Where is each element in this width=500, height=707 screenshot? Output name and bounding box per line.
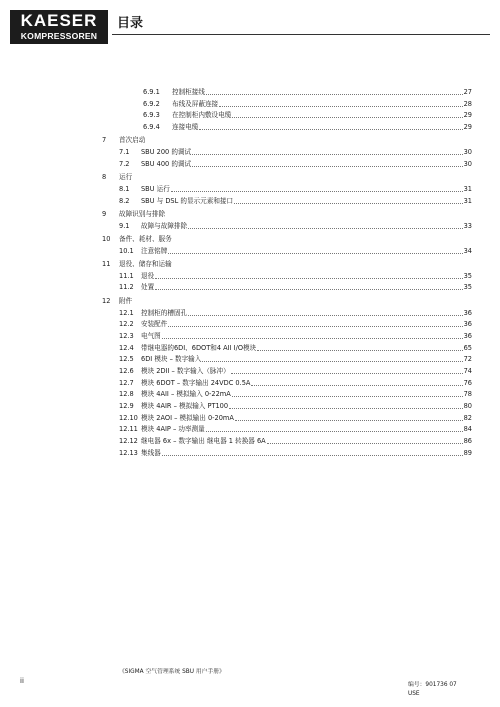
toc-entry-title: 安装配件: [141, 320, 168, 329]
toc-number: 7.1: [119, 148, 130, 157]
toc-entry[interactable]: [0, 282, 500, 294]
toc-entry[interactable]: [0, 319, 500, 331]
toc-number: 11: [102, 260, 111, 269]
dot-leader: [168, 246, 462, 254]
dot-leader: [257, 343, 462, 351]
toc-number: 6.9.4: [143, 123, 160, 132]
toc-page-number: 86: [463, 437, 472, 446]
dot-leader: [229, 401, 463, 409]
dot-leader: [251, 378, 462, 386]
page-number: ii: [20, 677, 24, 685]
toc-entry-title: SBU 与 DSL 的显示元素和接口: [141, 196, 234, 205]
toc-entry-title: 处置: [141, 283, 155, 292]
toc-page-number: 29: [463, 111, 472, 120]
toc-number: 12.2: [119, 320, 134, 329]
dot-leader: [162, 331, 463, 339]
toc-entry[interactable]: [0, 184, 500, 196]
toc-entry[interactable]: [0, 308, 500, 320]
toc-number: 10.1: [119, 246, 134, 255]
table-of-contents: [0, 87, 500, 459]
toc-chapter-title: 故障识别与排除: [119, 209, 166, 218]
toc-chapter[interactable]: [0, 172, 500, 184]
toc-chapter[interactable]: [0, 234, 500, 246]
kaeser-logo: [10, 10, 108, 44]
toc-chapter[interactable]: [0, 135, 500, 147]
toc-number: 12.9: [119, 402, 134, 410]
toc-entry[interactable]: [0, 401, 500, 413]
toc-entry-title: 模块 4AIR – 模拟输入 PT100: [141, 402, 229, 410]
toc-chapter-title: 运行: [119, 173, 133, 182]
dot-leader: [202, 354, 462, 362]
toc-page-number: 65: [463, 343, 472, 352]
toc-entry[interactable]: [0, 343, 500, 355]
toc-entry-title: SBU 400 的调试: [141, 159, 192, 168]
toc-number: 7.2: [119, 159, 130, 168]
toc-page-number: 35: [463, 271, 472, 280]
toc-entry[interactable]: [0, 110, 500, 122]
toc-page-number: 78: [463, 390, 472, 399]
toc-entry[interactable]: [0, 448, 500, 460]
dot-leader: [168, 319, 462, 327]
toc-page-number: 33: [463, 221, 472, 230]
toc-entry[interactable]: [0, 99, 500, 111]
logo-line2: KOMPRESSOREN: [20, 31, 98, 41]
toc-chapter[interactable]: [0, 296, 500, 308]
toc-number: 12.7: [119, 378, 134, 387]
dot-leader: [206, 424, 463, 432]
dot-leader: [192, 147, 463, 155]
header-rule: [112, 34, 490, 35]
dot-leader: [188, 221, 462, 229]
toc-number: 11.2: [119, 283, 134, 292]
toc-entry[interactable]: [0, 271, 500, 283]
toc-number: 12.1: [119, 308, 134, 317]
toc-page-number: 72: [463, 355, 472, 364]
dot-leader: [192, 159, 463, 167]
toc-number: 12.3: [119, 331, 134, 340]
toc-number: 10: [102, 235, 111, 243]
toc-entry-title: 模块 6DOT – 数字输出 24VDC 0.5A: [141, 378, 251, 387]
toc-entry-title: 集线器: [141, 448, 161, 457]
toc-entry-title: 模块 2DII – 数字输入（脉冲）: [141, 366, 230, 375]
toc-page-number: 34: [463, 246, 472, 255]
toc-page-number: 29: [463, 123, 472, 132]
dot-leader: [232, 110, 462, 118]
toc-page-number: 84: [463, 425, 472, 434]
toc-chapter[interactable]: [0, 259, 500, 271]
document-number: 编号：901736 07: [408, 682, 457, 688]
toc-number: 12.4: [119, 343, 134, 352]
toc-page-number: 28: [463, 99, 472, 108]
dot-leader: [232, 389, 463, 397]
dot-leader: [235, 413, 463, 421]
dot-leader: [162, 448, 463, 456]
dot-leader: [267, 436, 463, 444]
toc-number: 8.2: [119, 196, 130, 205]
toc-number: 12.6: [119, 366, 134, 375]
dot-leader: [171, 184, 463, 192]
toc-chapter[interactable]: [0, 209, 500, 221]
toc-entry-title: 模块 2AOI – 模拟输出 0-20mA: [141, 413, 234, 422]
toc-number: 12.8: [119, 390, 134, 399]
toc-page-number: 76: [463, 378, 472, 387]
toc-entry[interactable]: [0, 331, 500, 343]
region-code: USE: [408, 691, 420, 697]
toc-entry-title: 故障与故障排除: [141, 221, 188, 230]
toc-page-number: 74: [463, 366, 472, 375]
toc-page-number: 27: [463, 88, 472, 96]
toc-entry-title: SBU 200 的调试: [141, 148, 192, 157]
toc-entry-title: 电气图: [141, 331, 161, 340]
toc-entry-title: 继电器 6x – 数字输出 继电器 1 转换器 6A: [141, 437, 266, 446]
dot-leader: [155, 271, 462, 279]
logo-line1: KAESER: [20, 11, 98, 30]
toc-entry-title: 控制柜的槽固孔: [141, 308, 188, 317]
toc-chapter-title: 附件: [119, 296, 133, 305]
toc-entry-title: 控制柜接线: [172, 88, 205, 96]
dot-leader: [219, 99, 462, 107]
toc-entry[interactable]: [0, 413, 500, 425]
toc-number: 12.10: [119, 413, 138, 422]
toc-entry-title: 退役: [141, 271, 155, 280]
toc-entry-title: 模块 4AII – 模拟输入 0-22mA: [141, 390, 231, 399]
toc-number: 12.11: [119, 425, 138, 434]
toc-number: 12.13: [119, 448, 138, 457]
toc-entry[interactable]: [0, 87, 500, 99]
toc-entry-title: 在控制柜内敷设电缆: [172, 111, 232, 120]
dot-leader: [155, 282, 462, 290]
toc-number: 8: [102, 173, 107, 182]
toc-number: 8.1: [119, 184, 130, 193]
toc-entry[interactable]: [0, 122, 500, 134]
toc-entry[interactable]: [0, 354, 500, 366]
toc-entry[interactable]: [0, 366, 500, 378]
dot-leader: [199, 122, 462, 130]
toc-page-number: 31: [463, 196, 472, 205]
toc-entry-title: 带继电器的6DI、6DOT和4 AII I/O模块: [141, 343, 257, 352]
toc-entry-title: 注意铭牌: [141, 246, 168, 255]
toc-number: 9.1: [119, 221, 130, 230]
toc-number: 6.9.2: [143, 99, 160, 108]
toc-entry[interactable]: [0, 147, 500, 159]
toc-entry-title: 连接电缆: [172, 123, 199, 132]
toc-page-number: 82: [463, 413, 472, 422]
toc-page-number: 80: [463, 402, 472, 410]
toc-number: 11.1: [119, 271, 134, 280]
toc-number: 12.5: [119, 355, 134, 364]
toc-entry[interactable]: [0, 436, 500, 448]
toc-entry-title: SBU 运行: [141, 184, 170, 193]
dot-leader: [206, 87, 463, 95]
toc-page-number: 35: [463, 283, 472, 292]
dot-leader: [234, 196, 463, 204]
toc-entry-title: 6DI 模块 – 数字输入: [141, 355, 202, 364]
toc-number: 12: [102, 296, 111, 305]
toc-number: 7: [102, 136, 107, 145]
toc-entry[interactable]: [0, 389, 500, 401]
toc-page-number: 36: [463, 320, 472, 329]
toc-page-number: 30: [463, 159, 472, 168]
toc-page-number: 36: [463, 331, 472, 340]
toc-entry-title: 布线及屏蔽连接: [172, 99, 219, 108]
toc-entry[interactable]: [0, 221, 500, 233]
toc-entry-title: 模块 4AIP – 功率测量: [141, 425, 205, 434]
toc-chapter-title: 退役、储存和运输: [119, 260, 172, 269]
page-title: 目录: [117, 16, 144, 31]
toc-entry[interactable]: [0, 159, 500, 171]
manual-title: 《SIGMA 空气管理系统 SBU 用户手册》: [119, 669, 225, 675]
toc-chapter-title: 首次启动: [119, 136, 146, 145]
toc-entry[interactable]: [0, 424, 500, 436]
toc-page-number: 31: [463, 184, 472, 193]
toc-number: 6.9.1: [143, 88, 160, 96]
toc-number: 6.9.3: [143, 111, 160, 120]
dot-leader: [231, 366, 463, 374]
toc-page-number: 89: [463, 448, 472, 457]
toc-chapter-title: 备件、耗材、服务: [119, 235, 172, 243]
toc-entry[interactable]: [0, 378, 500, 390]
toc-number: 12.12: [119, 437, 138, 446]
dot-leader: [188, 308, 462, 316]
toc-entry[interactable]: [0, 196, 500, 208]
toc-page-number: 36: [463, 308, 472, 317]
toc-number: 9: [102, 209, 107, 218]
toc-entry[interactable]: [0, 246, 500, 258]
toc-page-number: 30: [463, 148, 472, 157]
